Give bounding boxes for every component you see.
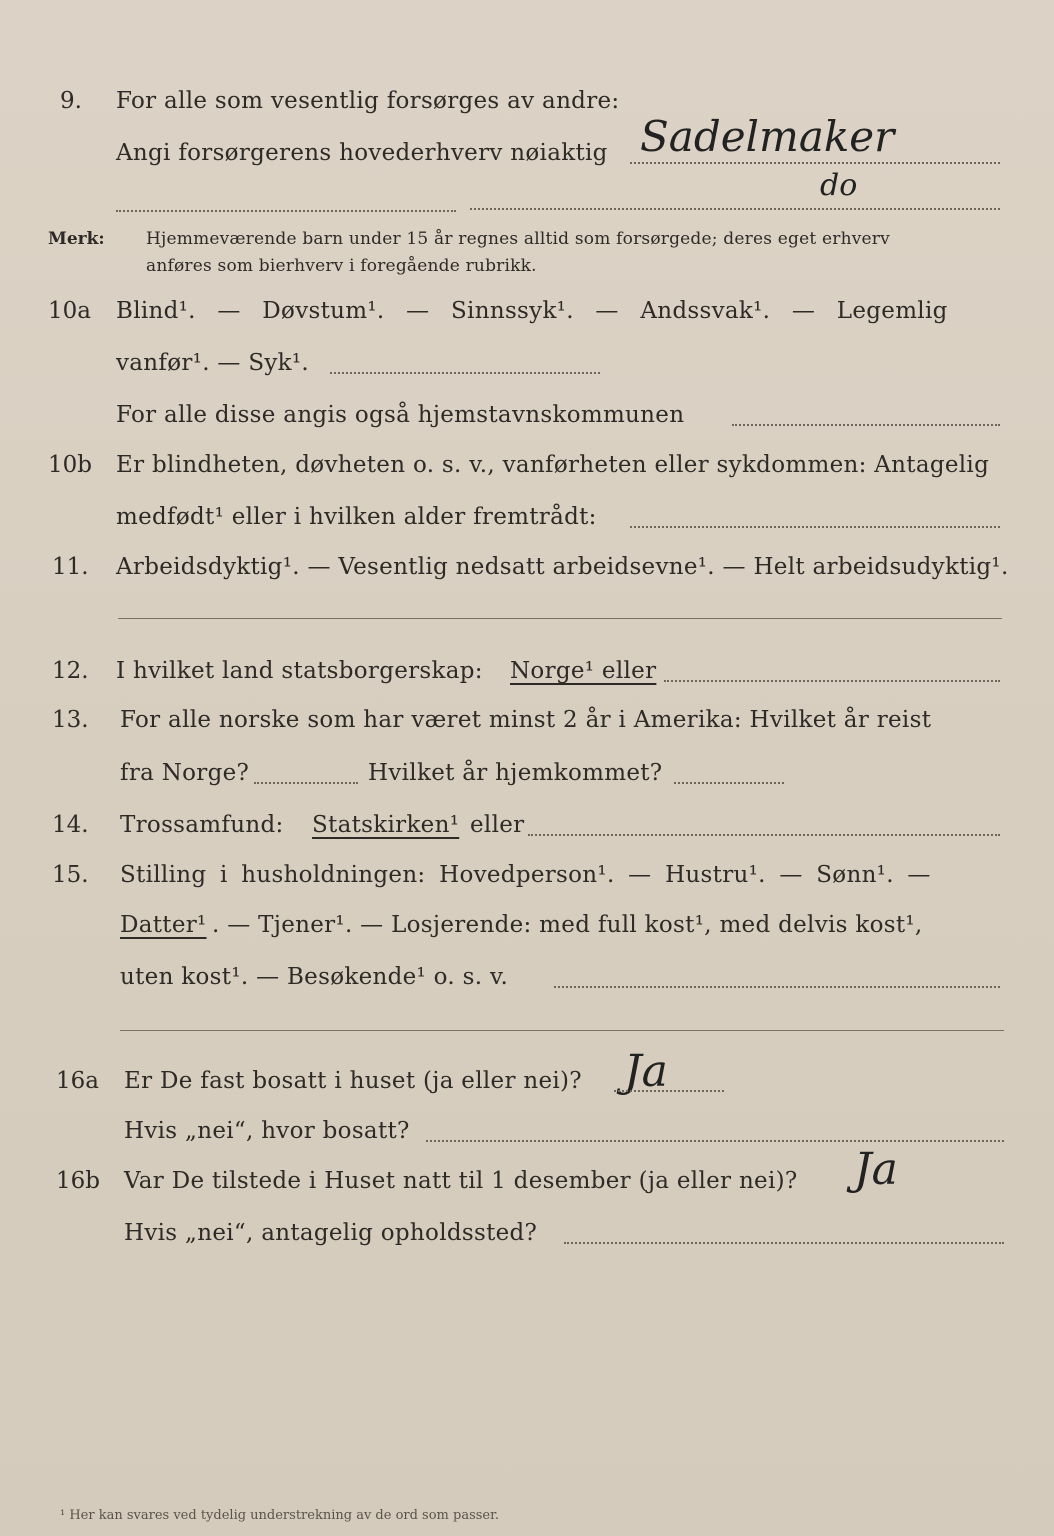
q15-answer-line (554, 986, 1000, 988)
q9-handwritten-answer: Sadelmaker (640, 112, 895, 161)
q14-answer-line (528, 834, 1000, 836)
q13-hjemkommet-line (674, 782, 784, 784)
q12-number: 12. (52, 658, 89, 684)
q13-line2b: Hvilket år hjemkommet? (368, 760, 663, 786)
q12-option: Norge¹ eller (510, 658, 657, 684)
q9-extra-line-right (470, 208, 1000, 210)
q10a-line2: vanfør¹. — Syk¹. (116, 350, 310, 376)
merk-line1: Hjemmeværende barn under 15 år regnes alltid som forsørgede; deres eget erhverv (146, 229, 890, 249)
q9-line2: Angi forsørgerens hovederhverv nøiaktig (116, 140, 608, 166)
q14-number: 14. (52, 812, 89, 838)
q16b-number: 16b (56, 1168, 100, 1194)
q14-suffix: eller (470, 812, 525, 838)
q15-line1: Stilling i husholdningen: Hovedperson¹. — Hustru¹. — Sønn¹. — (120, 862, 931, 888)
q15-extra-line (120, 1030, 1004, 1031)
q10b-answer-line (630, 526, 1000, 528)
q15-number: 15. (52, 862, 89, 888)
q16b-handwritten-answer: Ja (854, 1144, 898, 1195)
q16a-line2: Hvis „nei“, hvor bosatt? (124, 1118, 410, 1144)
q16b-line1: Var De tilstede i Huset natt til 1 desember (ja eller nei)? (124, 1168, 798, 1194)
q16a-handwritten-answer: Ja (624, 1046, 668, 1097)
q12-prefix: I hvilket land statsborgerskap: (116, 658, 483, 684)
q10a-number: 10a (48, 298, 91, 324)
q9-handwritten-answer2: do (820, 168, 858, 203)
footnote: ¹ Her kan svares ved tydelig understrekning av de ord som passer. (60, 1508, 500, 1523)
q16a-line1: Er De fast bosatt i huset (ja eller nei)? (124, 1068, 582, 1094)
q9-line1: For alle som vesentlig forsørges av andre: (116, 88, 620, 114)
q16a-answer-line (614, 1090, 724, 1092)
q11-number: 11. (52, 554, 89, 580)
q10a-line1: Blind¹. — Døvstum¹. — Sinnssyk¹. — Andssvak¹. — Legemlig (116, 298, 948, 324)
q9-number: 9. (60, 88, 82, 114)
q10b-line2: medfødt¹ eller i hvilken alder fremtrådt: (116, 504, 597, 530)
q15-line3: uten kost¹. — Besøkende¹ o. s. v. (120, 964, 509, 990)
q14-option: Statskirken¹ (312, 812, 460, 838)
q13-line2a: fra Norge? (120, 760, 250, 786)
q9-answer-line (630, 162, 1000, 164)
q14-prefix: Trossamfund: (120, 812, 284, 838)
q16a-bosatt-line (426, 1140, 1004, 1142)
q11-line1: Arbeidsdyktig¹. — Vesentlig nedsatt arbeidsevne¹. — Helt arbeidsudyktig¹. (116, 554, 1009, 580)
q15-line2: . — Tjener¹. — Losjerende: med full kost¹, med delvis kost¹, (212, 912, 923, 938)
q10a-syk-line (330, 372, 600, 374)
merk-label: Merk: (48, 229, 105, 249)
q12-answer-line (664, 680, 1000, 682)
q16b-opholdssted-line (564, 1242, 1004, 1244)
q13-number: 13. (52, 707, 89, 733)
merk-line2: anføres som bierhverv i foregående rubrikk. (146, 256, 537, 276)
q16b-line2: Hvis „nei“, antagelig opholdssted? (124, 1220, 538, 1246)
q13-line1: For alle norske som har været minst 2 år i Amerika: Hvilket år reist (120, 707, 932, 733)
q16a-number: 16a (56, 1068, 99, 1094)
q10a-kommune-line (732, 424, 1000, 426)
q9-extra-line-left (116, 210, 456, 212)
q10b-number: 10b (48, 452, 92, 478)
q10b-line1: Er blindheten, døvheten o. s. v., vanførheten eller sykdommen: Antagelig (116, 452, 990, 478)
q10a-line3: For alle disse angis også hjemstavnskommunen (116, 402, 685, 428)
q11-answer-line (118, 618, 1002, 619)
q15-option-datter: Datter¹ (120, 912, 207, 938)
q13-reist-line (254, 782, 358, 784)
